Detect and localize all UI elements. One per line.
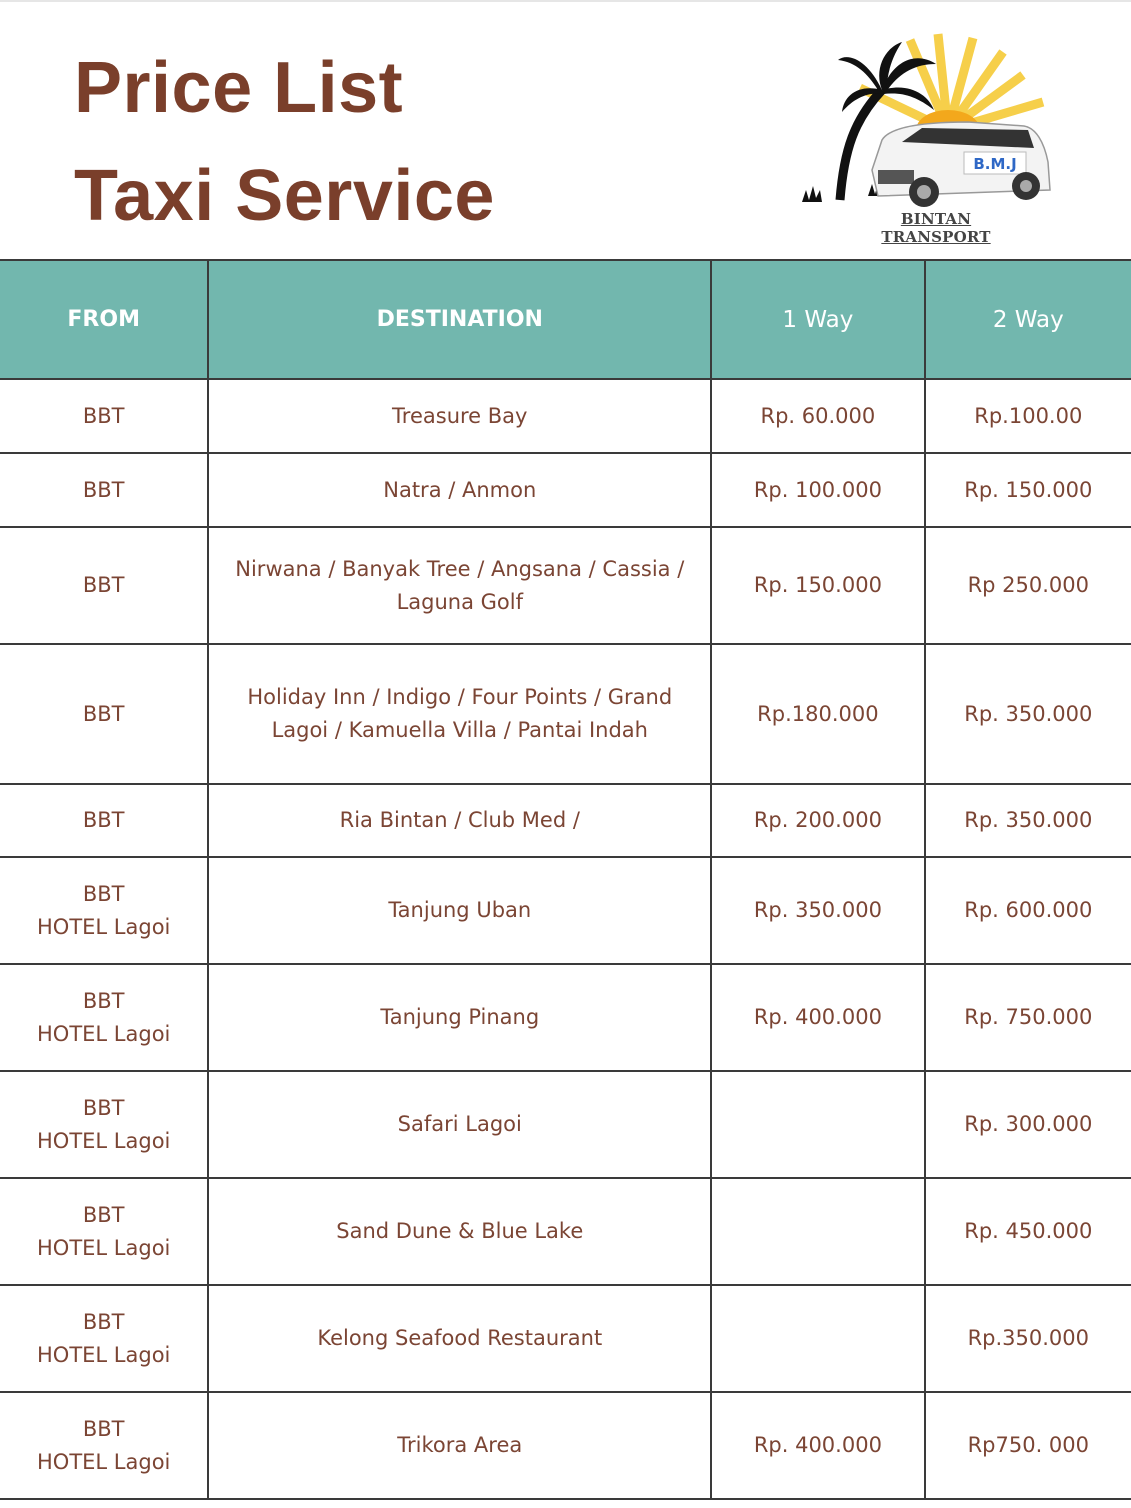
cell-two-way-price	[925, 784, 1131, 857]
column-header-one-way: 1 Way	[711, 260, 924, 379]
table-row	[0, 1392, 1131, 1499]
cell-destination-line: Tanjung Uban	[388, 898, 532, 922]
cell-from	[0, 1178, 208, 1285]
cell-from-line: BBT	[82, 1095, 125, 1120]
cell-from-line: BBT	[82, 573, 125, 597]
column-header-two-way: 2 Way	[925, 260, 1131, 379]
cell-from	[0, 1285, 208, 1392]
cell-from-line: HOTEL Lagoi	[37, 1235, 171, 1260]
cell-from-line: BBT	[82, 701, 125, 726]
logo-caption: BINTAN TRANSPORT	[881, 210, 991, 246]
cell-two-way-price	[925, 1178, 1131, 1285]
cell-one-way-price	[711, 1178, 924, 1285]
cell-two-way-price	[925, 527, 1131, 644]
cell-from	[0, 644, 208, 784]
cell-from	[0, 527, 208, 644]
cell-two-way-price-line: Rp. 350.000	[964, 808, 1093, 832]
cell-two-way-price	[925, 644, 1131, 784]
cell-one-way-price	[711, 1392, 924, 1499]
cell-destination	[208, 857, 711, 964]
cell-destination	[208, 527, 711, 644]
cell-from-line: HOTEL Lagoi	[37, 1128, 171, 1153]
cell-two-way-price-line: Rp.350.000	[967, 1326, 1090, 1350]
column-header-destination: DESTINATION	[208, 260, 711, 379]
cell-from-line: BBT	[82, 477, 125, 502]
cell-destination-line: Safari Lagoi	[397, 1112, 522, 1136]
page-title-line2: Taxi Service	[74, 156, 495, 236]
cell-destination-line: Tanjung Pinang	[380, 1005, 540, 1029]
cell-destination-line: Natra / Anmon	[383, 477, 537, 502]
cell-from	[0, 453, 208, 527]
cell-one-way-price	[711, 964, 924, 1071]
cell-one-way-price-line: Rp. 100.000	[753, 477, 882, 502]
cell-two-way-price-line: Rp. 350.000	[964, 701, 1093, 726]
cell-destination	[208, 644, 711, 784]
cell-from	[0, 379, 208, 453]
company-logo-icon	[798, 30, 1060, 236]
cell-two-way-price	[925, 1285, 1131, 1392]
cell-two-way-price	[925, 1071, 1131, 1178]
table-header-row	[0, 260, 1131, 379]
top-border	[0, 0, 1131, 2]
price-table	[0, 259, 1131, 1500]
cell-destination	[208, 784, 711, 857]
cell-destination-line: Treasure Bay	[392, 403, 528, 428]
cell-two-way-price-line: Rp 250.000	[967, 573, 1090, 597]
cell-destination-line: Laguna Golf	[396, 589, 523, 614]
cell-destination-line: Lagoi / Kamuella Villa / Pantai Indah	[271, 718, 648, 742]
cell-two-way-price-line: Rp. 750.000	[964, 1005, 1093, 1029]
cell-one-way-price	[711, 784, 924, 857]
cell-destination-line: Kelong Seafood Restaurant	[317, 1326, 603, 1350]
cell-one-way-price-line: Rp. 400.000	[753, 1433, 882, 1457]
cell-from	[0, 857, 208, 964]
table-row	[0, 784, 1131, 857]
cell-destination	[208, 1392, 711, 1499]
cell-from-line: HOTEL Lagoi	[37, 914, 171, 939]
cell-from-line: BBT	[82, 1202, 125, 1227]
cell-destination-line: Trikora Area	[397, 1433, 523, 1457]
cell-one-way-price-line: Rp. 200.000	[753, 808, 882, 832]
cell-one-way-price-line: Rp. 350.000	[753, 898, 882, 922]
cell-one-way-price-line: Rp. 60.000	[760, 403, 876, 428]
cell-destination	[208, 379, 711, 453]
cell-from-line: BBT	[82, 808, 125, 832]
table-row	[0, 453, 1131, 527]
cell-from-line: BBT	[82, 403, 125, 428]
table-row	[0, 857, 1131, 964]
table-row	[0, 379, 1131, 453]
cell-destination	[208, 964, 711, 1071]
cell-one-way-price	[711, 1071, 924, 1178]
cell-destination-line: Ria Bintan / Club Med /	[339, 808, 580, 832]
cell-from-line: HOTEL Lagoi	[37, 1449, 171, 1474]
cell-two-way-price-line: Rp750. 000	[967, 1433, 1090, 1457]
cell-destination	[208, 1285, 711, 1392]
cell-destination	[208, 1071, 711, 1178]
table-row	[0, 1178, 1131, 1285]
cell-two-way-price	[925, 1392, 1131, 1499]
cell-two-way-price-line: Rp. 450.000	[964, 1219, 1093, 1243]
table-row	[0, 527, 1131, 644]
cell-from	[0, 1392, 208, 1499]
cell-two-way-price	[925, 857, 1131, 964]
cell-from-line: HOTEL Lagoi	[37, 1342, 171, 1367]
cell-one-way-price	[711, 1285, 924, 1392]
cell-destination-line: Nirwana / Banyak Tree / Angsana / Cassia /	[235, 556, 685, 581]
cell-two-way-price-line: Rp. 150.000	[964, 477, 1093, 502]
table-row	[0, 1285, 1131, 1392]
cell-two-way-price	[925, 453, 1131, 527]
cell-two-way-price-line: Rp.100.00	[974, 403, 1083, 428]
cell-from	[0, 784, 208, 857]
cell-two-way-price	[925, 964, 1131, 1071]
cell-from-line: BBT	[82, 881, 125, 906]
cell-one-way-price	[711, 857, 924, 964]
page-title-line1: Price List	[74, 48, 404, 128]
cell-one-way-price-line: Rp.180.000	[757, 701, 879, 726]
cell-destination	[208, 1178, 711, 1285]
cell-destination-line: Sand Dune & Blue Lake	[336, 1219, 584, 1243]
cell-from-line: BBT	[82, 988, 125, 1013]
cell-one-way-price	[711, 453, 924, 527]
cell-destination-line: Holiday Inn / Indigo / Four Points / Grand	[247, 685, 673, 709]
cell-one-way-price-line: Rp. 400.000	[753, 1005, 882, 1029]
cell-from	[0, 964, 208, 1071]
cell-from-line: BBT	[82, 1416, 125, 1441]
cell-destination	[208, 453, 711, 527]
cell-two-way-price-line: Rp. 300.000	[964, 1112, 1093, 1136]
cell-from-line: HOTEL Lagoi	[37, 1021, 171, 1046]
cell-one-way-price-line: Rp. 150.000	[753, 573, 882, 597]
table-row	[0, 644, 1131, 784]
svg-text:B.M.J: B.M.J	[973, 155, 1017, 173]
cell-one-way-price	[711, 527, 924, 644]
table-row	[0, 964, 1131, 1071]
cell-one-way-price	[711, 644, 924, 784]
cell-two-way-price-line: Rp. 600.000	[964, 898, 1093, 922]
cell-from	[0, 1071, 208, 1178]
cell-one-way-price	[711, 379, 924, 453]
column-header-from: FROM	[0, 260, 208, 379]
table-row	[0, 1071, 1131, 1178]
cell-from-line: BBT	[82, 1309, 125, 1334]
cell-two-way-price	[925, 379, 1131, 453]
